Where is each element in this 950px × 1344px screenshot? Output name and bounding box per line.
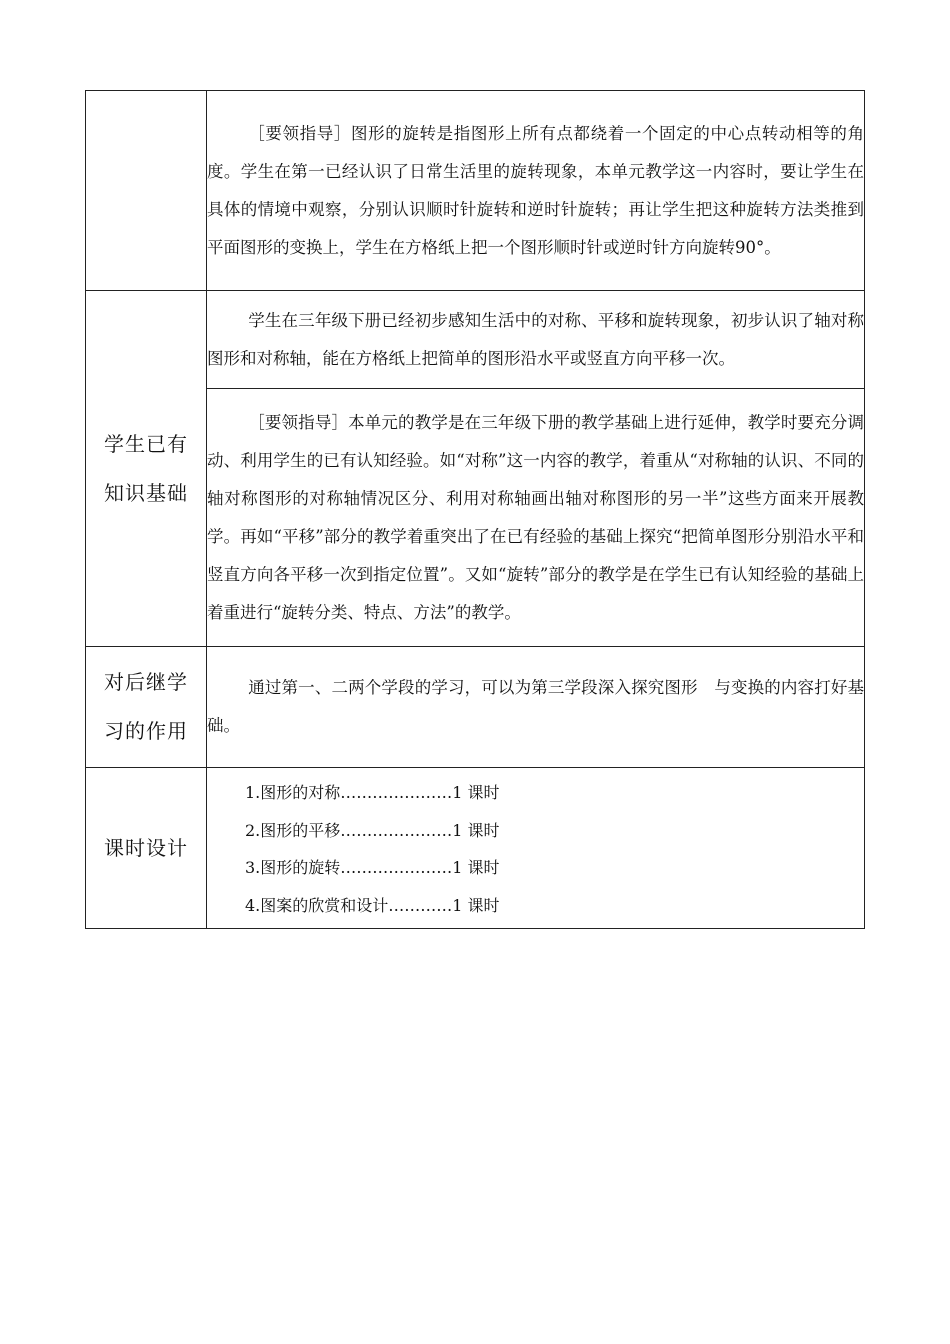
list-item: 3.图形的旋转…………………1 课时 — [245, 858, 500, 877]
cell-lesson-design — [207, 768, 865, 929]
label-line: 学生已有 — [104, 431, 188, 456]
cell-future-role — [207, 647, 865, 768]
rotation-guidance-text: ［要领指导］图形的旋转是指图形上所有点都绕着一个固定的中心点转动相等的角度。学生在第一已经认识了日常生活里的旋转现象，本单元教学这一内容时，要让学生在具体的情境中观察，分别认识顺时针旋转和逆时针旋转；再让学生把这种旋转方法类推到平面图形的变换上，学生在方格纸上把一个图形顺时针或逆时针方向旋转90°。 — [207, 123, 864, 257]
future-role-text: 通过第一、二两个学段的学习，可以为第三学段深入探究图形 与变换的内容打好基础。 — [207, 678, 864, 735]
table-row-rotation-guidance — [86, 91, 865, 291]
label-line: 课时设计 — [104, 835, 188, 860]
list-item: 2.图形的平移…………………1 课时 — [245, 820, 500, 840]
table-row-future-role — [86, 647, 865, 768]
lesson-plan-table — [85, 90, 865, 929]
label-line: 知识基础 — [104, 480, 188, 505]
list-item: 4.图案的欣赏和设计…………1 课时 — [245, 895, 500, 915]
cell-prior-knowledge-2 — [207, 389, 865, 647]
prior-knowledge-guidance-text: ［要领指导］本单元的教学是在三年级下册的教学基础上进行延伸，教学时要充分调动、利用学生的已有认知经验。如“对称”这一内容的教学，着重从“对称轴的认识、不同的轴对称图形的对称轴情况区分、利用对称轴画出轴对称图形的另一半”这些方面来开展教学。再如“平移”部分的教学着重突出了在已有经验的基础上探究“把简单图形分别沿水平和竖直方向各平移一次到指定位置”。又如“旋转”部分的教学是在学生已有认知经验的基础上着重进行“旋转分类、特点、方法”的教学。 — [207, 412, 864, 622]
row-label-lesson-design — [86, 768, 207, 929]
prior-knowledge-text: 学生在三年级下册已经初步感知生活中的对称、平移和旋转现象，初步认识了轴对称图形和对称轴，能在方格纸上把简单的图形沿水平或竖直方向平移一次。 — [207, 310, 864, 368]
label-line: 习的作用 — [104, 719, 188, 743]
row-label-empty — [86, 91, 207, 291]
row-label-prior-knowledge — [86, 291, 207, 647]
lesson-hours-list — [207, 770, 864, 926]
cell-rotation-guidance — [207, 91, 865, 291]
row-label-future-role — [86, 647, 207, 768]
table-row-prior-knowledge-a — [86, 291, 865, 389]
list-item: 1.图形的对称…………………1 课时 — [245, 783, 500, 802]
table-row-lesson-design — [86, 768, 865, 929]
label-line: 对后继学 — [104, 670, 188, 694]
cell-prior-knowledge-1 — [207, 291, 865, 389]
